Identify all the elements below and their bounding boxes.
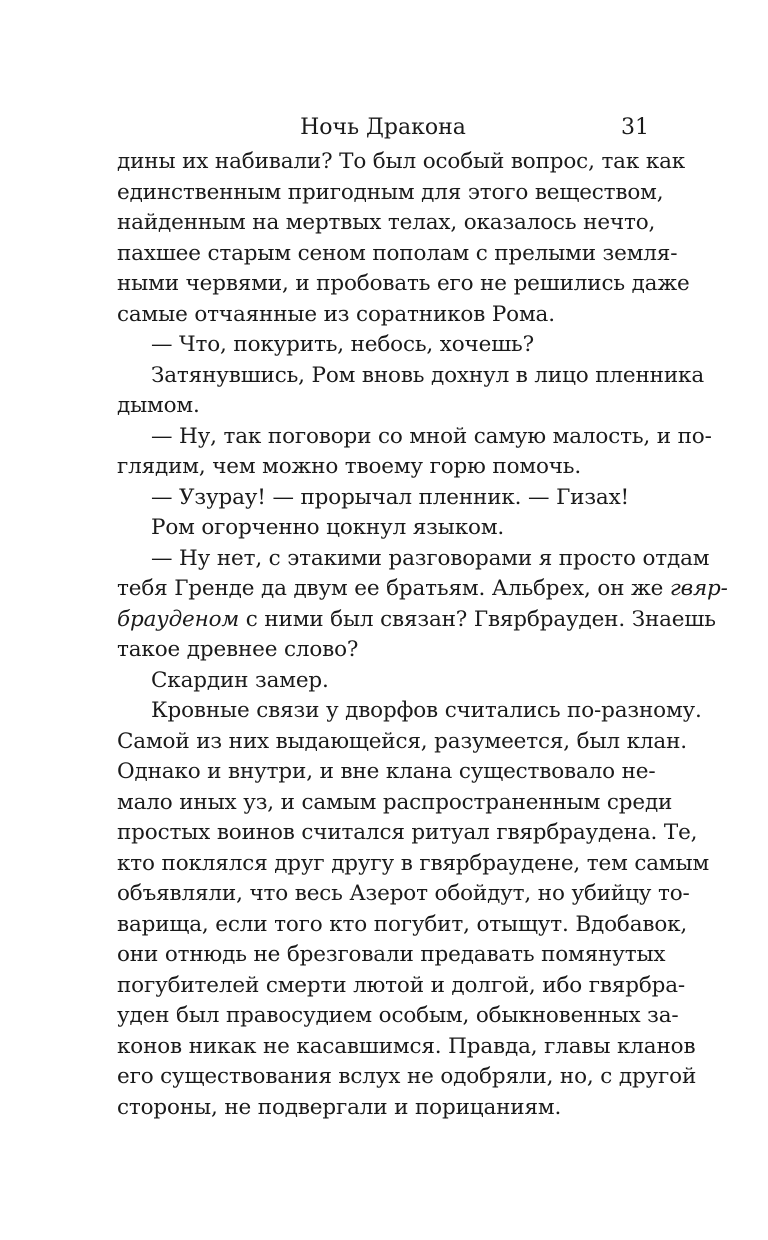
text-line: дымом.	[117, 393, 200, 418]
paragraph	[117, 544, 728, 666]
paragraph	[117, 666, 649, 697]
text-line: Скардин замер.	[151, 667, 329, 693]
text-line: единственным пригодным для этого веществом,	[117, 179, 664, 205]
book-title: Ночь Дракона	[300, 115, 466, 140]
text-line: Однако и внутри, и вне клана существовало не-	[117, 759, 656, 784]
text-line: они отнюдь не брезговали предавать помянутых	[117, 942, 666, 967]
text-line: простых воинов считался ритуал гвярбраудена. Те,	[117, 820, 698, 845]
text-line: объявляли, что весь Азерот обойдут, но убийцу то-	[117, 881, 690, 906]
text-line: варища, если того кто погубит, отыщут. Вдобавок,	[117, 911, 688, 937]
text-line: пахшее старым сеном пополам с прелыми земля-	[117, 240, 678, 266]
text-line: конов никак не касавшимся. Правда, главы кланов	[117, 1033, 696, 1059]
text-line: самые отчаянные из соратников Рома.	[117, 301, 555, 327]
text-line: погубителей смерти лютой и долгой, ибо гвярбра-	[117, 972, 686, 998]
text-line: дины их набивали? То был особый вопрос, так как	[117, 149, 686, 174]
paragraph	[117, 361, 704, 422]
text-line: — Ну нет, с этакими разговорами я просто отдам	[151, 545, 710, 571]
paragraph	[117, 696, 710, 1123]
body-text	[117, 147, 728, 1123]
paragraph	[117, 513, 649, 544]
paragraph	[117, 422, 712, 483]
text-line: Ром огорченно цокнул языком.	[151, 515, 505, 540]
text-line: — Что, покурить, небось, хочешь?	[151, 332, 534, 357]
text-line: стороны, не подвергали и порицаниям.	[117, 1094, 562, 1120]
text-line: его существования вслух не одобряли, но, с другой	[117, 1064, 697, 1089]
text-line: Кровные связи у дворфов считались по-разному.	[151, 698, 702, 723]
text-line: Самой из них выдающейся, разумеется, был клан.	[117, 728, 687, 754]
text-line: ными червями, и пробовать его не решились даже	[117, 271, 690, 296]
text-line: — Ну, так поговори со мной самую малость, и по-	[151, 423, 712, 449]
page-number: 31	[621, 115, 649, 140]
paragraph	[117, 330, 649, 361]
text-line	[117, 574, 728, 605]
text-line: — Узурау! — прорычал пленник. — Гизах!	[151, 484, 630, 510]
text-line: мало иных уз, и самым распространенным среди	[117, 789, 673, 815]
text-line: найденным на мертвых телах, оказалось нечто,	[117, 210, 656, 235]
book-page	[117, 112, 728, 1123]
text-segment: тебя Гренде да двум ее братьям. Альбрех, он же	[117, 576, 664, 601]
text-line: Затянувшись, Ром вновь дохнул в лицо пленника	[151, 362, 704, 388]
text-line	[117, 605, 716, 636]
running-head	[117, 112, 649, 144]
text-segment: с ними был связан? Гвярбрауден. Знаешь	[239, 606, 716, 632]
italic-term: брауденом	[117, 606, 240, 632]
italic-term: гвяр-	[669, 576, 728, 601]
paragraph	[117, 147, 690, 330]
paragraph	[117, 483, 649, 514]
text-line: кто поклялся друг другу в гвярбраудене, тем самым	[117, 850, 710, 876]
text-line: такое древнее слово?	[117, 637, 359, 662]
text-line: уден был правосудием особым, обыкновенных за-	[117, 1003, 679, 1028]
text-line: глядим, чем можно твоему горю помочь.	[117, 454, 582, 479]
